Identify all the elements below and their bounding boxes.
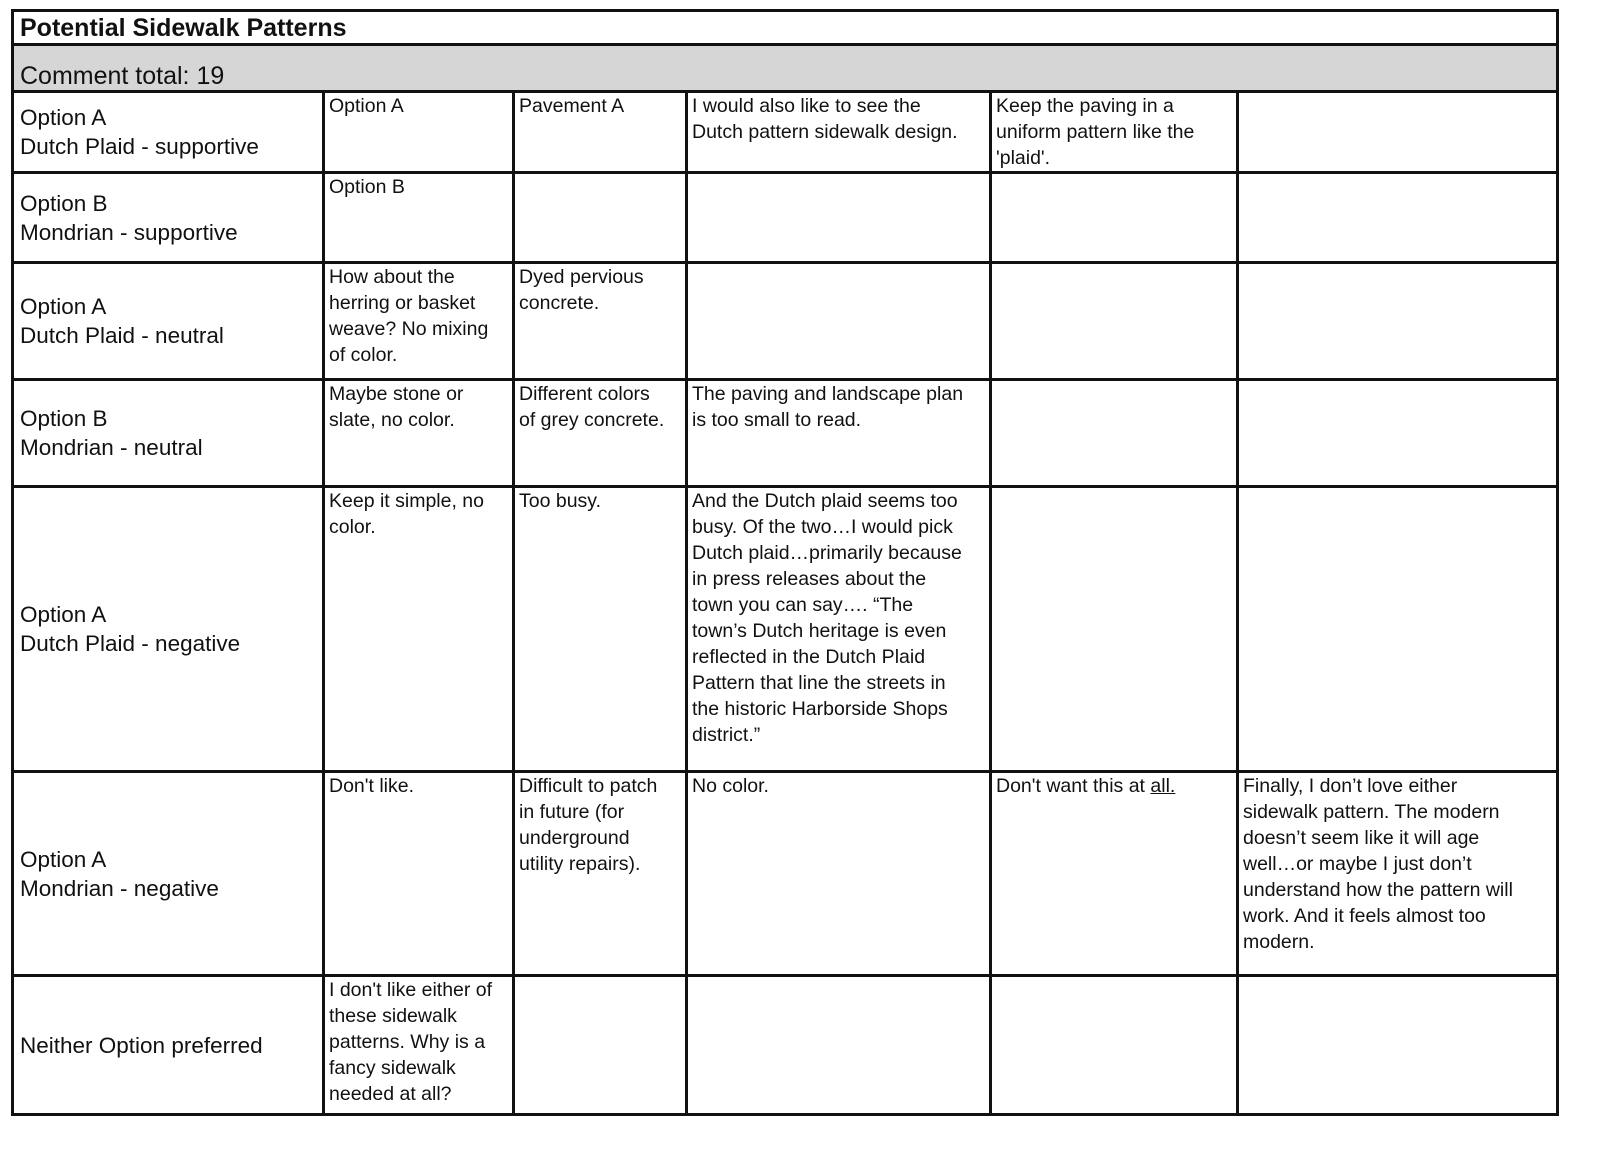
comment-cell: Pavement A: [514, 92, 687, 173]
comment-text: Don't want this at: [996, 775, 1151, 797]
comment-cell: Difficult to patch in future (for underground utility repairs).: [514, 772, 687, 976]
comment-cell: [991, 487, 1238, 772]
comment-total: Comment total: 19: [13, 45, 1558, 92]
table-row: [13, 772, 1558, 976]
comment-cell: Keep the paving in a uniform pattern like the 'plaid'.: [991, 92, 1238, 173]
comment-cell: [1238, 263, 1558, 380]
table-row: [13, 380, 1558, 487]
comment-cell: How about the herring or basket weave? No mixing of color.: [324, 263, 514, 380]
comment-cell: Dyed pervious concrete.: [514, 263, 687, 380]
comments-table: [11, 9, 1559, 1116]
comment-cell: [991, 263, 1238, 380]
comment-cell: [687, 976, 991, 1115]
comment-cell: [1238, 380, 1558, 487]
comment-cell: Too busy.: [514, 487, 687, 772]
table-row: [13, 173, 1558, 263]
comment-cell: [514, 173, 687, 263]
row-label: Option B Mondrian - neutral: [13, 380, 324, 487]
row-label: Option B Mondrian - supportive: [13, 173, 324, 263]
comment-cell: I would also like to see the Dutch pattern sidewalk design.: [687, 92, 991, 173]
comment-cell: The paving and landscape plan is too small to read.: [687, 380, 991, 487]
comment-cell: [991, 173, 1238, 263]
row-label: Option A Dutch Plaid - neutral: [13, 263, 324, 380]
comment-cell: Don't like.: [324, 772, 514, 976]
table-row: [13, 976, 1558, 1115]
comment-cell: [687, 263, 991, 380]
comment-cell: No color.: [687, 772, 991, 976]
comment-cell: Option A: [324, 92, 514, 173]
underlined-text: all.: [1150, 775, 1176, 797]
comment-cell: [1238, 976, 1558, 1115]
comment-cell: And the Dutch plaid seems too busy. Of the two…I would pick Dutch plaid…primarily because in press releases about the town you can say…. “The town’s Dutch heritage is even reflected in the Dutch Plaid Pattern that line the streets in the historic Harborside Shops district.”: [687, 487, 991, 772]
table-row: [13, 487, 1558, 772]
comment-cell: [1238, 92, 1558, 173]
comment-cell: Maybe stone or slate, no color.: [324, 380, 514, 487]
comment-cell: Finally, I don’t love either sidewalk pattern. The modern doesn’t seem like it will age well…or maybe I just don’t understand how the pattern will work. And it feels almost too modern.: [1238, 772, 1558, 976]
comment-cell: I don't like either of these sidewalk patterns. Why is a fancy sidewalk needed at all?: [324, 976, 514, 1115]
comment-cell: [1238, 173, 1558, 263]
comment-cell: [1238, 487, 1558, 772]
comment-cell: Different colors of grey concrete.: [514, 380, 687, 487]
comment-cell: [991, 380, 1238, 487]
comment-cell: Option B: [324, 173, 514, 263]
row-label: Option A Dutch Plaid - negative: [13, 487, 324, 772]
title-row: [13, 11, 1558, 45]
table-row: [13, 92, 1558, 173]
row-label: Neither Option preferred: [13, 976, 324, 1115]
row-label: Option A Mondrian - negative: [13, 772, 324, 976]
comment-cell: [991, 976, 1238, 1115]
comment-cell: [514, 976, 687, 1115]
table-title: Potential Sidewalk Patterns: [13, 11, 1558, 45]
comment-cell: [991, 772, 1238, 976]
comment-cell: [687, 173, 991, 263]
comment-total-row: [13, 45, 1558, 92]
comment-cell: Keep it simple, no color.: [324, 487, 514, 772]
table-row: [13, 263, 1558, 380]
row-label: Option A Dutch Plaid - supportive: [13, 92, 324, 173]
